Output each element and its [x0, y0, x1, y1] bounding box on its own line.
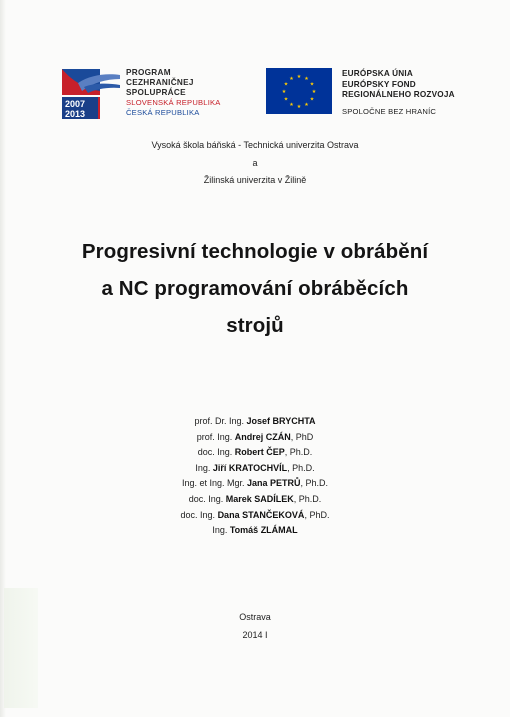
author-list	[0, 414, 510, 539]
svg-text:★: ★	[281, 89, 287, 95]
svg-text:★: ★	[296, 104, 302, 110]
svg-text:★: ★	[311, 89, 317, 95]
author-line: Ing. Tomáš ZLÁMAL	[212, 525, 298, 536]
author-line: Ing. Jiří KRATOCHVÍL, Ph.D.	[195, 462, 315, 473]
program-logo-line4: SLOVENSKÁ REPUBLIKA	[126, 98, 221, 107]
author-line: prof. Ing. Andrej CZÁN, PhD	[196, 431, 314, 442]
eu-logo-line3: REGIONÁLNEHO ROZVOJA	[342, 90, 455, 99]
institution-line2: Žilinská univerzita v Žilině	[203, 175, 307, 185]
author-line: doc. Ing. Robert ČEP, Ph.D.	[197, 447, 313, 458]
program-logo	[60, 67, 250, 123]
svg-text:★: ★	[296, 74, 302, 80]
author-line: Ing. et Ing. Mgr. Jana PETRŮ, Ph.D.	[181, 478, 329, 489]
program-logo-line2: CEZHRANIČNEJ	[126, 78, 194, 87]
program-cezhranicnej-spoluprace-logo-icon	[60, 67, 122, 121]
svg-text:★: ★	[304, 76, 309, 82]
program-logo-line5: ČESKÁ REPUBLIKA	[126, 108, 200, 117]
document-title-line3: strojů	[226, 314, 284, 337]
svg-text:★: ★	[304, 102, 309, 108]
publication-city: Ostrava	[239, 612, 271, 622]
eu-logo-line4: SPOLOČNE BEZ HRANÍC	[342, 106, 437, 116]
institution-line1: Vysoká škola báňská - Technická univerzita Ostrava	[151, 140, 359, 150]
svg-text:★: ★	[289, 102, 294, 108]
program-logo-line3: SPOLUPRÁCE	[126, 88, 186, 97]
faint-stamp-area	[4, 588, 38, 708]
eu-logo	[266, 68, 466, 120]
publication-year: 2014 I	[242, 630, 268, 640]
svg-text:★: ★	[309, 96, 315, 103]
institution-connector: a	[252, 158, 258, 168]
eu-flag-icon	[266, 68, 332, 114]
document-title-line2: a NC programování obráběcích	[101, 277, 409, 300]
author-line: prof. Dr. Ing. Josef BRYCHTA	[194, 416, 316, 426]
eu-logo-line1: EURÓPSKA ÚNIA	[342, 69, 413, 78]
svg-text:★: ★	[309, 81, 315, 88]
author-line: doc. Ing. Dana STANČEKOVÁ, PhD.	[180, 509, 330, 520]
svg-text:★: ★	[283, 81, 289, 88]
eu-logo-line2: EURÓPSKY FOND	[342, 79, 416, 89]
author-line: doc. Ing. Marek SADÍLEK, Ph.D.	[188, 493, 322, 504]
document-title-line1: Progresivní technologie v obrábění	[81, 240, 429, 263]
svg-text:★: ★	[283, 96, 289, 103]
program-logo-line1: PROGRAM	[126, 68, 171, 77]
svg-text:★: ★	[289, 76, 294, 82]
program-logo-year-start: 2007	[65, 99, 86, 109]
program-logo-year-end: 2013	[65, 109, 86, 119]
